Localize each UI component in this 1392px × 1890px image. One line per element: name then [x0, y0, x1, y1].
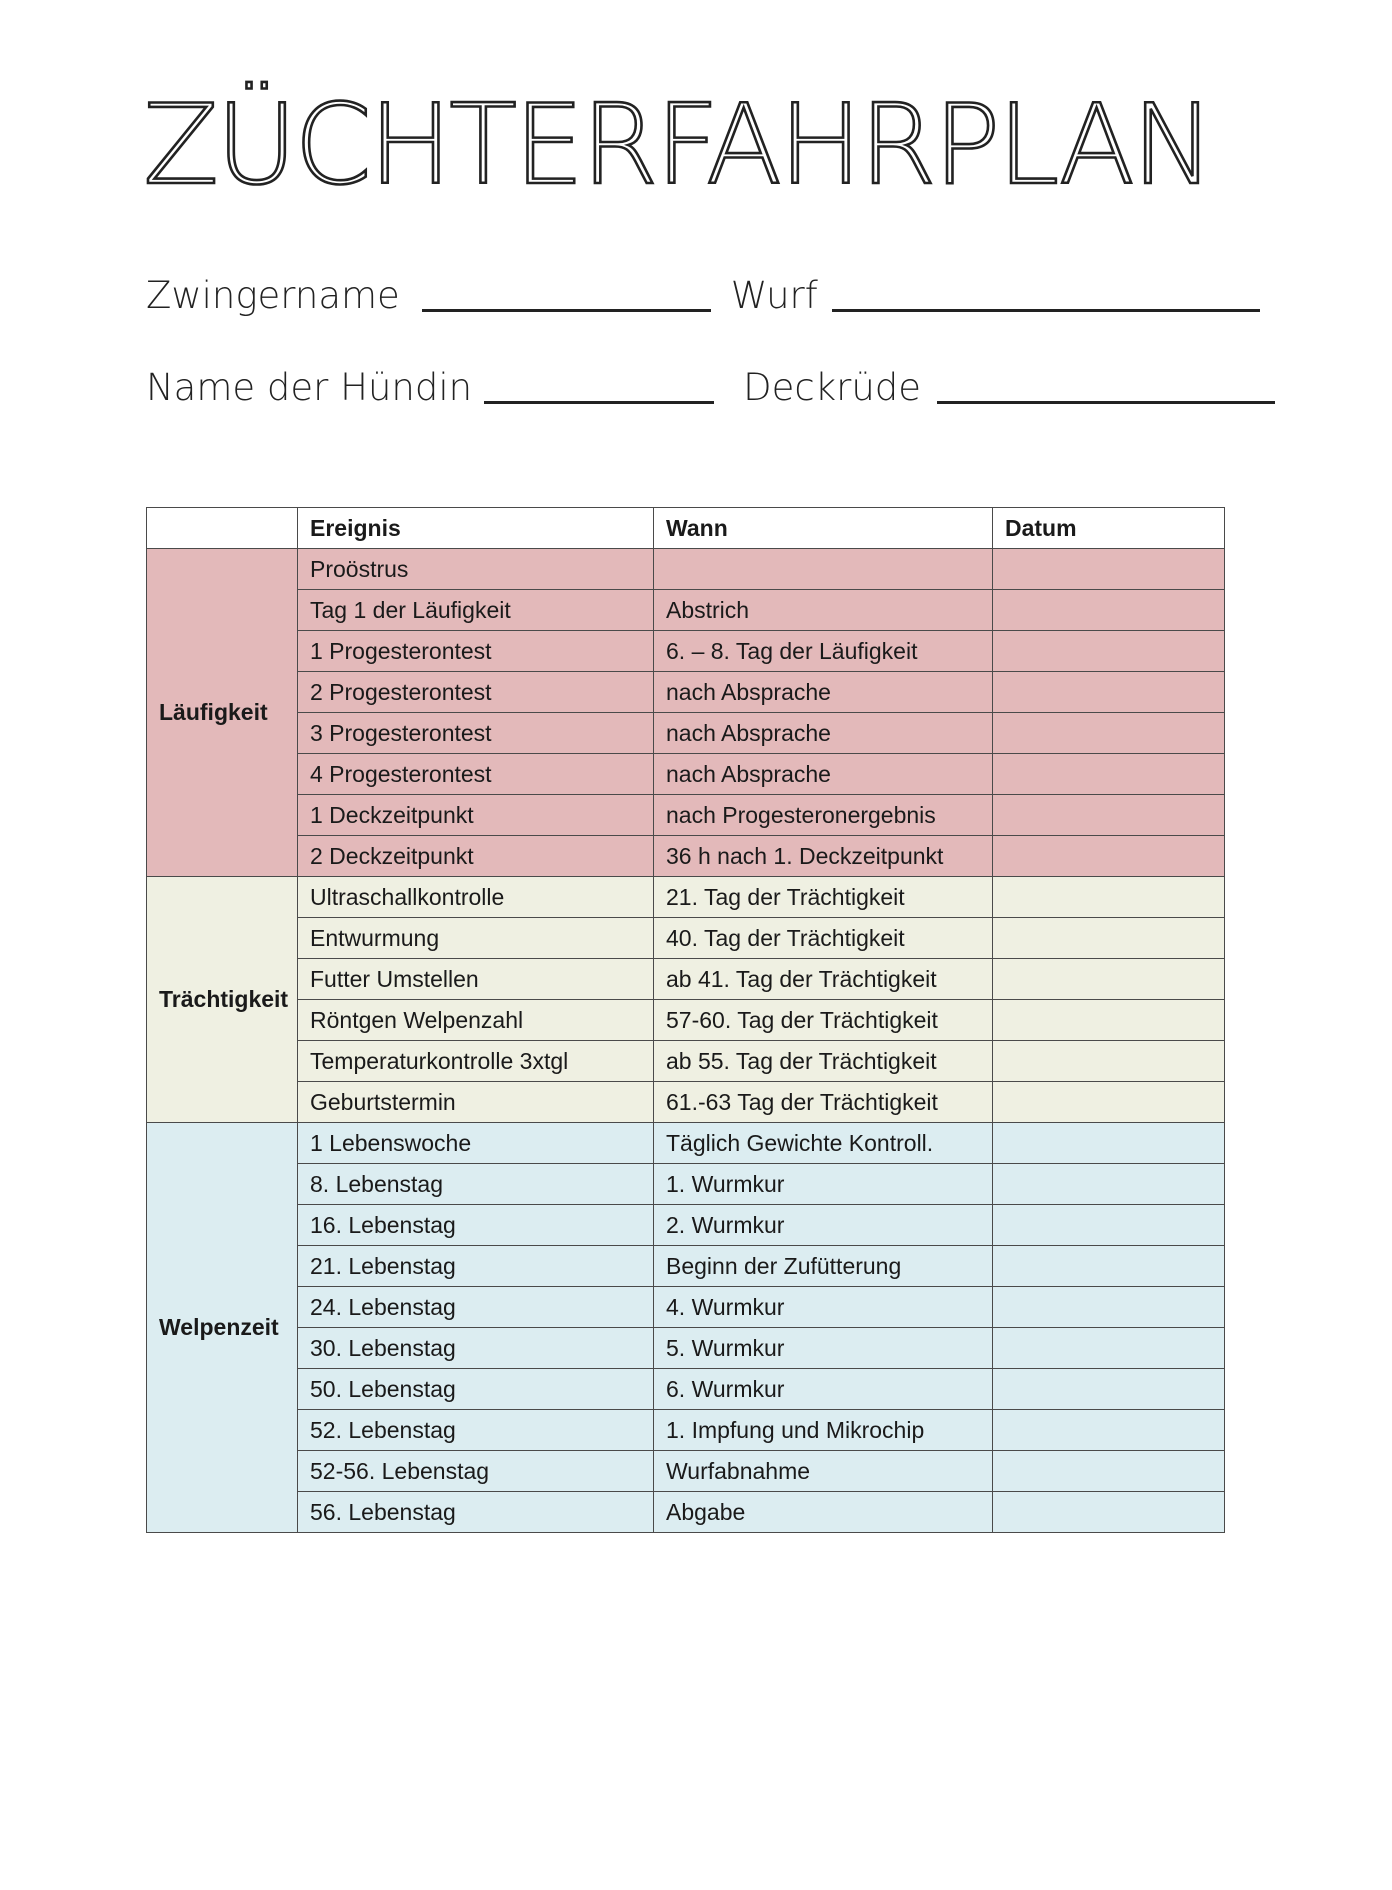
- datum-cell[interactable]: [993, 1287, 1225, 1328]
- datum-cell[interactable]: [993, 713, 1225, 754]
- ereignis-cell: Geburtstermin: [298, 1082, 654, 1123]
- datum-cell[interactable]: [993, 1123, 1225, 1164]
- field-row-dam-sire: [146, 360, 1275, 410]
- datum-cell[interactable]: [993, 1000, 1225, 1041]
- ereignis-cell: Proöstrus: [298, 549, 654, 590]
- header-datum: Datum: [993, 508, 1225, 549]
- datum-cell[interactable]: [993, 549, 1225, 590]
- wann-cell: 36 h nach 1. Deckzeitpunkt: [654, 836, 993, 877]
- ereignis-cell: Ultraschallkontrolle: [298, 877, 654, 918]
- wann-cell: 5. Wurmkur: [654, 1328, 993, 1369]
- table-row-welpenzeit: [147, 1369, 1225, 1410]
- wurf-field[interactable]: [832, 309, 1260, 312]
- ereignis-cell: 21. Lebenstag: [298, 1246, 654, 1287]
- table-row-laeufigkeit: [147, 795, 1225, 836]
- table-row-traechtigkeit: [147, 1082, 1225, 1123]
- wann-cell: 6. Wurmkur: [654, 1369, 993, 1410]
- datum-cell[interactable]: [993, 1328, 1225, 1369]
- header-wann: Wann: [654, 508, 993, 549]
- ereignis-cell: 4 Progesterontest: [298, 754, 654, 795]
- ereignis-cell: 52-56. Lebenstag: [298, 1451, 654, 1492]
- datum-cell[interactable]: [993, 959, 1225, 1000]
- wann-cell: Täglich Gewichte Kontroll.: [654, 1123, 993, 1164]
- table-row-traechtigkeit: [147, 1041, 1225, 1082]
- datum-cell[interactable]: [993, 918, 1225, 959]
- ereignis-cell: 16. Lebenstag: [298, 1205, 654, 1246]
- ereignis-cell: 52. Lebenstag: [298, 1410, 654, 1451]
- table-row-welpenzeit: [147, 1246, 1225, 1287]
- ereignis-cell: 1 Progesterontest: [298, 631, 654, 672]
- table-row-laeufigkeit: [147, 549, 1225, 590]
- deckruede-label: Deckrüde: [743, 366, 922, 409]
- table-row-laeufigkeit: [147, 631, 1225, 672]
- datum-cell[interactable]: [993, 1492, 1225, 1533]
- name-der-huendin-field[interactable]: [484, 401, 714, 404]
- wann-cell: 6. – 8. Tag der Läufigkeit: [654, 631, 993, 672]
- wann-cell: nach Absprache: [654, 754, 993, 795]
- table-row-traechtigkeit: [147, 959, 1225, 1000]
- wann-cell: 40. Tag der Trächtigkeit: [654, 918, 993, 959]
- section-label-laeufigkeit: Läufigkeit: [147, 549, 298, 877]
- wann-cell: Beginn der Zufütterung: [654, 1246, 993, 1287]
- section-label-welpenzeit: Welpenzeit: [147, 1123, 298, 1533]
- table-row-welpenzeit: [147, 1287, 1225, 1328]
- ereignis-cell: 1 Deckzeitpunkt: [298, 795, 654, 836]
- table-row-traechtigkeit: [147, 918, 1225, 959]
- ereignis-cell: 2 Progesterontest: [298, 672, 654, 713]
- ereignis-cell: 24. Lebenstag: [298, 1287, 654, 1328]
- ereignis-cell: 1 Lebenswoche: [298, 1123, 654, 1164]
- wann-cell: ab 41. Tag der Trächtigkeit: [654, 959, 993, 1000]
- wann-cell: nach Progesteronergebnis: [654, 795, 993, 836]
- zwingername-field[interactable]: [422, 309, 711, 312]
- wann-cell: Abstrich: [654, 590, 993, 631]
- table-row-traechtigkeit: [147, 1000, 1225, 1041]
- table-row-laeufigkeit: [147, 590, 1225, 631]
- datum-cell[interactable]: [993, 1205, 1225, 1246]
- datum-cell[interactable]: [993, 836, 1225, 877]
- table-row-laeufigkeit: [147, 672, 1225, 713]
- table-row-welpenzeit: [147, 1205, 1225, 1246]
- field-row-kennel-litter: [146, 268, 1260, 318]
- zwingername-label: Zwingername: [146, 274, 400, 317]
- table-row-laeufigkeit: [147, 754, 1225, 795]
- ereignis-cell: Temperaturkontrolle 3xtgl: [298, 1041, 654, 1082]
- wann-cell: 2. Wurmkur: [654, 1205, 993, 1246]
- datum-cell[interactable]: [993, 754, 1225, 795]
- ereignis-cell: 3 Progesterontest: [298, 713, 654, 754]
- table-row-welpenzeit: [147, 1451, 1225, 1492]
- wann-cell: 21. Tag der Trächtigkeit: [654, 877, 993, 918]
- table-row-welpenzeit: [147, 1410, 1225, 1451]
- datum-cell[interactable]: [993, 672, 1225, 713]
- ereignis-cell: 30. Lebenstag: [298, 1328, 654, 1369]
- table-row-laeufigkeit: [147, 713, 1225, 754]
- datum-cell[interactable]: [993, 1164, 1225, 1205]
- table-row-traechtigkeit: [147, 877, 1225, 918]
- header-ereignis: Ereignis: [298, 508, 654, 549]
- datum-cell[interactable]: [993, 1246, 1225, 1287]
- ereignis-cell: Entwurmung: [298, 918, 654, 959]
- table-row-welpenzeit: [147, 1123, 1225, 1164]
- datum-cell[interactable]: [993, 795, 1225, 836]
- ereignis-cell: 56. Lebenstag: [298, 1492, 654, 1533]
- wann-cell: 57-60. Tag der Trächtigkeit: [654, 1000, 993, 1041]
- ereignis-cell: Futter Umstellen: [298, 959, 654, 1000]
- wann-cell: 1. Impfung und Mikrochip: [654, 1410, 993, 1451]
- wann-cell: nach Absprache: [654, 672, 993, 713]
- table-row-welpenzeit: [147, 1164, 1225, 1205]
- datum-cell[interactable]: [993, 1451, 1225, 1492]
- wann-cell: nach Absprache: [654, 713, 993, 754]
- section-label-traechtigkeit: Trächtigkeit: [147, 877, 298, 1123]
- datum-cell[interactable]: [993, 590, 1225, 631]
- ereignis-cell: Tag 1 der Läufigkeit: [298, 590, 654, 631]
- header-section: [147, 508, 298, 549]
- wurf-label: Wurf: [730, 274, 818, 317]
- datum-cell[interactable]: [993, 1041, 1225, 1082]
- ereignis-cell: 50. Lebenstag: [298, 1369, 654, 1410]
- table-row-welpenzeit: [147, 1492, 1225, 1533]
- wann-cell: 1. Wurmkur: [654, 1164, 993, 1205]
- ereignis-cell: 2 Deckzeitpunkt: [298, 836, 654, 877]
- ereignis-cell: Röntgen Welpenzahl: [298, 1000, 654, 1041]
- table-body: [147, 549, 1225, 1533]
- wann-cell: 61.-63 Tag der Trächtigkeit: [654, 1082, 993, 1123]
- breeding-schedule-table: [146, 507, 1225, 1533]
- datum-cell[interactable]: [993, 1082, 1225, 1123]
- table-row-welpenzeit: [147, 1328, 1225, 1369]
- name-der-huendin-label: Name der Hündin: [146, 366, 473, 409]
- ereignis-cell: 8. Lebenstag: [298, 1164, 654, 1205]
- datum-cell[interactable]: [993, 631, 1225, 672]
- datum-cell[interactable]: [993, 1369, 1225, 1410]
- table-row-laeufigkeit: [147, 836, 1225, 877]
- datum-cell[interactable]: [993, 877, 1225, 918]
- table-header-row: [147, 508, 1225, 549]
- datum-cell[interactable]: [993, 1410, 1225, 1451]
- wann-cell: 4. Wurmkur: [654, 1287, 993, 1328]
- wann-cell: ab 55. Tag der Trächtigkeit: [654, 1041, 993, 1082]
- wann-cell: [654, 549, 993, 590]
- wann-cell: Wurfabnahme: [654, 1451, 993, 1492]
- wann-cell: Abgabe: [654, 1492, 993, 1533]
- deckruede-field[interactable]: [937, 401, 1275, 404]
- page-title: ZÜCHTERFAHRPLAN: [143, 81, 1212, 210]
